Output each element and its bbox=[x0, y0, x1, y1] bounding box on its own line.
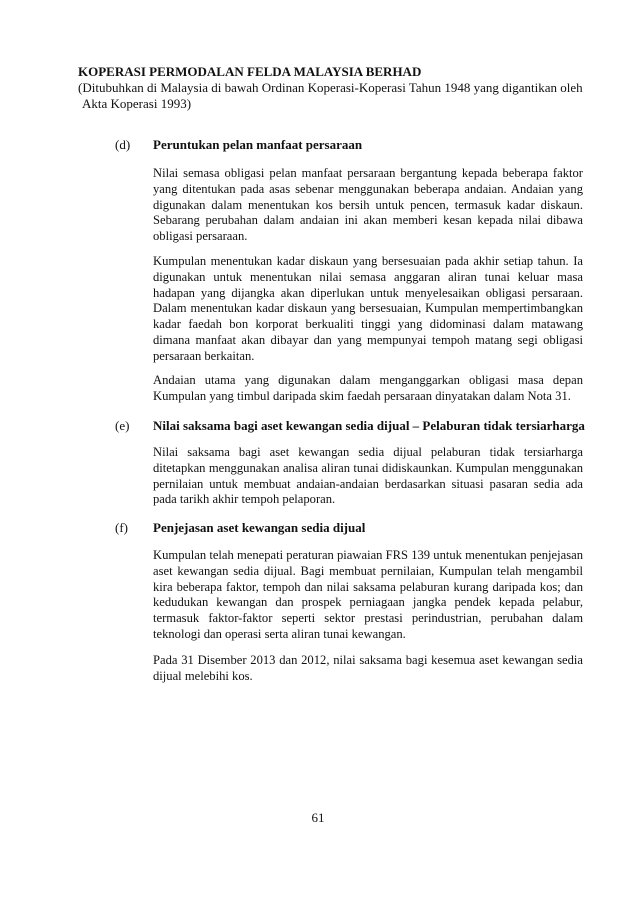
paragraph: Kumpulan menentukan kadar diskaun yang bersesuaian pada akhir setiap tahun. Ia digunakan untuk menentukan nilai semasa anggaran aliran tunai keluar masa hadapan yang dijangka akan diperlukan untuk menyelesaikan obligasi persaraan. Dalam menentukan kadar diskaun yang bersesuaian, Kumpulan mempertimbangkan kadar faedah bon korporat berkualiti tinggi yang didominasi dalam matawang dimana manfaat akan dibayar dan yang mempunyai tempoh matang segi obligasi persaraan berkaitan. bbox=[153, 254, 583, 363]
paragraph: Pada 31 Disember 2013 dan 2012, nilai saksama bagi kesemua aset kewangan sedia dijual melebihi kos. bbox=[153, 653, 583, 683]
section-label: (d) bbox=[115, 137, 131, 152]
document-header bbox=[78, 64, 598, 112]
section-heading: Nilai saksama bagi aset kewangan sedia dijual – Pelaburan tidak tersiarharga bbox=[153, 418, 585, 433]
section-label: (e) bbox=[115, 418, 130, 433]
organization-subtitle-continued: Akta Koperasi 1993) bbox=[82, 96, 192, 111]
paragraph: Kumpulan telah menepati peraturan piawaian FRS 139 untuk menentukan penjejasan aset kewangan sedia dijual. Bagi membuat pernilaian, Kumpulan telah mengambil kira beberapa faktor, tempoh dan nilai saksama pelaburan kurang daripada kos; dan kedudukan kewangan dan prospek perniagaan jangka pendek kepada pelabur, termasuk faktor-faktor seperti sektor prestasi perindustrian, perubahan dalam teknologi dan operasi serta aliran tunai kewangan. bbox=[153, 548, 583, 641]
paragraph: Nilai saksama bagi aset kewangan sedia dijual pelaburan tidak tersiarharga ditetapkan menggunakan analisa aliran tunai didiskaunkan. Kumpulan menggunakan pernilaian untuk membuat andaian-andaian berdasarkan situasi pasaran sedia ada pada tarikh akhir tempoh pelaporan. bbox=[153, 445, 583, 507]
section-heading: Penjejasan aset kewangan sedia dijual bbox=[153, 520, 366, 535]
paragraph: Andaian utama yang digunakan dalam menganggarkan obligasi masa depan Kumpulan yang timbul daripada skim faedah persaraan dinyatakan dalam Nota 31. bbox=[153, 373, 583, 403]
organization-subtitle: (Ditubuhkan di Malaysia di bawah Ordinan Koperasi-Koperasi Tahun 1948 yang digantikan oleh bbox=[78, 80, 583, 95]
paragraph: Nilai semasa obligasi pelan manfaat persaraan bergantung kepada beberapa faktor yang ditentukan pada asas sebenar menggunakan beberapa andaian. Andaian yang digunakan dalam menentukan kos bersih untuk pencen, termasuk kadar diskaun. Sebarang perubahan dalam andaian ini akan memberi kesan kepada nilai dibawa obligasi persaraan. bbox=[153, 166, 583, 244]
section-heading: Peruntukan pelan manfaat persaraan bbox=[153, 137, 363, 152]
page-number: 61 bbox=[311, 810, 325, 825]
section-label: (f) bbox=[115, 520, 128, 535]
organization-title: KOPERASI PERMODALAN FELDA MALAYSIA BERHAD bbox=[78, 64, 422, 79]
